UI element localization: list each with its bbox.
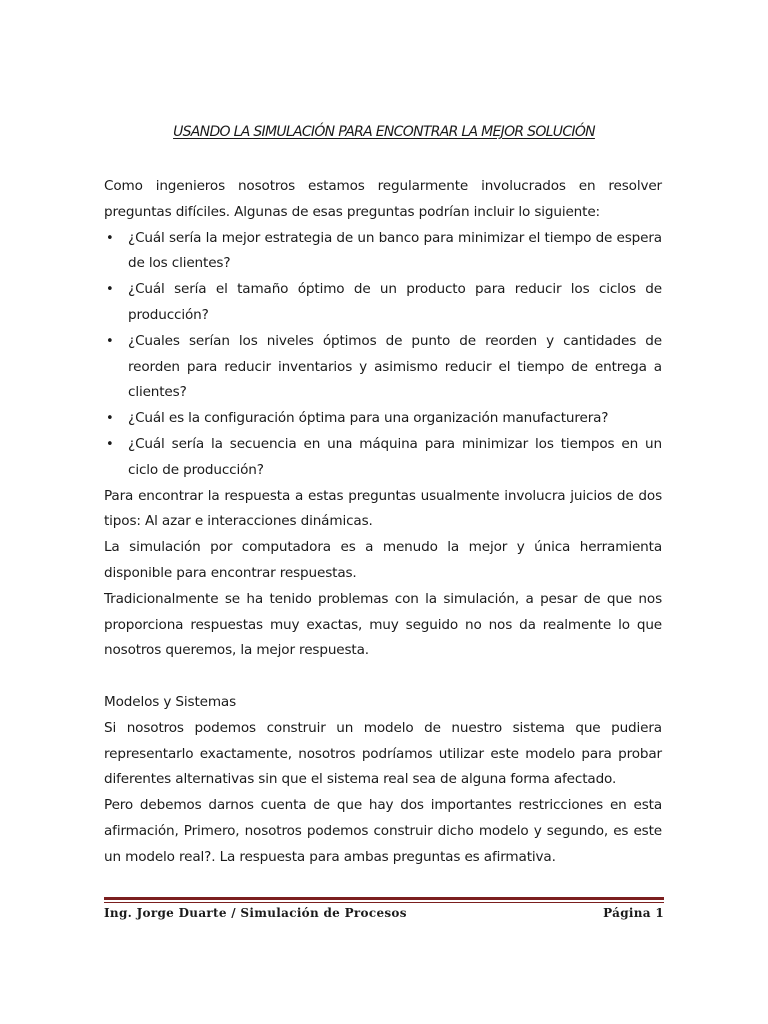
bullet-icon: •: [106, 436, 114, 452]
bullet-icon: •: [106, 333, 114, 349]
section-paragraph: Pero debemos darnos cuenta de que hay dos importantes restricciones en esta afirmación, Primero, nosotros podemos construir dicho modelo y segundo, es este un modelo real?. La respuesta para ambas preguntas es afirmativa.: [104, 797, 662, 865]
question-text: ¿Cuales serían los niveles óptimos de punto de reorden y cantidades de reorden para reducir inventarios y asimismo reducir el tiempo de entrega a clientes?: [128, 332, 662, 401]
question-text: ¿Cuál sería la mejor estrategia de un banco para minimizar el tiempo de espera de los clientes?: [128, 229, 662, 272]
list-item: [104, 432, 662, 484]
question-list: [104, 226, 662, 484]
body-paragraph: La simulación por computadora es a menudo la mejor y única herramienta disponible para encontrar respuestas.: [104, 539, 662, 581]
question-text: ¿Cuál es la configuración óptima para una organización manufacturera?: [128, 410, 609, 427]
bullet-icon: •: [106, 230, 114, 246]
list-item: [104, 406, 662, 432]
question-text: ¿Cuál sería el tamaño óptimo de un producto para reducir los ciclos de producción?: [128, 281, 662, 323]
bullet-icon: •: [106, 411, 114, 427]
document-title: USANDO LA SIMULACIÓN PARA ENCONTRAR LA MEJOR SOLUCIÓN: [173, 124, 595, 140]
footer-page-number: Página 1: [603, 906, 664, 920]
footer-author-course: Ing. Jorge Duarte / Simulación de Procesos: [104, 906, 407, 920]
bullet-icon: •: [106, 282, 114, 298]
footer-divider: [104, 897, 664, 900]
page-footer: [104, 906, 664, 920]
body-paragraph: Tradicionalmente se ha tenido problemas con la simulación, a pesar de que nos proporciona respuestas muy exactas, muy seguido no nos da realmente lo que nosotros queremos, la mejor respuesta.: [104, 590, 662, 659]
list-item: [104, 329, 662, 406]
body-paragraph: Para encontrar la respuesta a estas preguntas usualmente involucra juicios de dos tipos: Al azar e interacciones dinámicas.: [104, 487, 662, 530]
list-item: [104, 226, 662, 278]
intro-paragraph: Como ingenieros nosotros estamos regularmente involucrados en resolver preguntas difíciles. Algunas de esas preguntas podrían incluir lo siguiente:: [104, 178, 662, 220]
list-item: [104, 277, 662, 329]
paragraph-spacer: [104, 664, 662, 690]
section-paragraph: Si nosotros podemos construir un modelo de nuestro sistema que pudiera representarlo exactamente, nosotros podríamos utilizar este modelo para probar diferentes alternativas sin que el sistema real sea de alguna forma afectado.: [104, 719, 662, 788]
footer-divider-thin: [104, 902, 664, 903]
question-text: ¿Cuál sería la secuencia en una máquina para minimizar los tiempos en un ciclo de producción?: [128, 435, 662, 478]
section-heading: Modelos y Sistemas: [104, 693, 237, 710]
document-body: [104, 174, 662, 871]
